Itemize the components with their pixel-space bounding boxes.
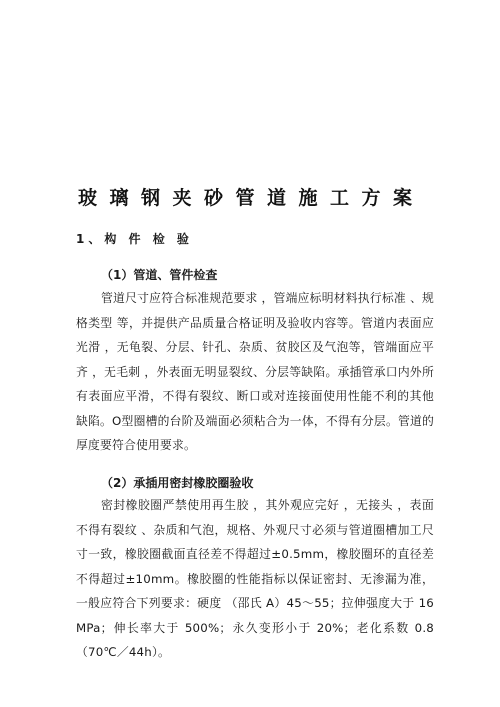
subsection-heading-pipe-inspection: （1）管道、管件检查 bbox=[101, 268, 218, 282]
section-heading-components-inspection: 1、构 件 检 验 bbox=[76, 232, 193, 246]
paragraph-rubber-ring-acceptance: 密封橡胶圈严禁使用再生胶 ，其外观应完好 ，无接头 ，表面不得有裂纹 、杂质和气泡，规格、外观尺寸必须与管道圈槽加工尺寸一致，橡胶圈截面直径差不得超过±0.5mm，橡胶圈环的直径差不得超过±10mm。橡胶圈的性能指标以保证密封、无渗漏为准，一般应符合下列要求：硬度 （邵氏 A）45～55；拉伸强度大于 16 MPa；伸长率大于 500%；永久变形小于 20%；老化系数 0.8 （70℃／44h）。 bbox=[76, 498, 434, 659]
document-title: 玻璃钢夹砂管道施工方案 bbox=[78, 187, 425, 209]
subsection-heading-rubber-ring-acceptance: （2）承插用密封橡胶圈验收 bbox=[101, 476, 254, 490]
paragraph-pipe-inspection: 管道尺寸应符合标准规范要求 ，管端应标明材料执行标准 、规格类型 等，并提供产品质量合格证明及验收内容等。管道内表面应光滑 ，无龟裂、分层、针孔、杂质、贫胶区及气泡等，管端面应平齐 ，无毛刺 ，外表面无明显裂纹、分层等缺陷。承插管承口内外所有表面应平滑，不得有裂纹、断口或对连接面使用性能不利的其他缺陷。O型圈槽的台阶及端面必须粘合为一体，不得有分层。管道的厚度要符合使用要求。 bbox=[76, 291, 434, 452]
